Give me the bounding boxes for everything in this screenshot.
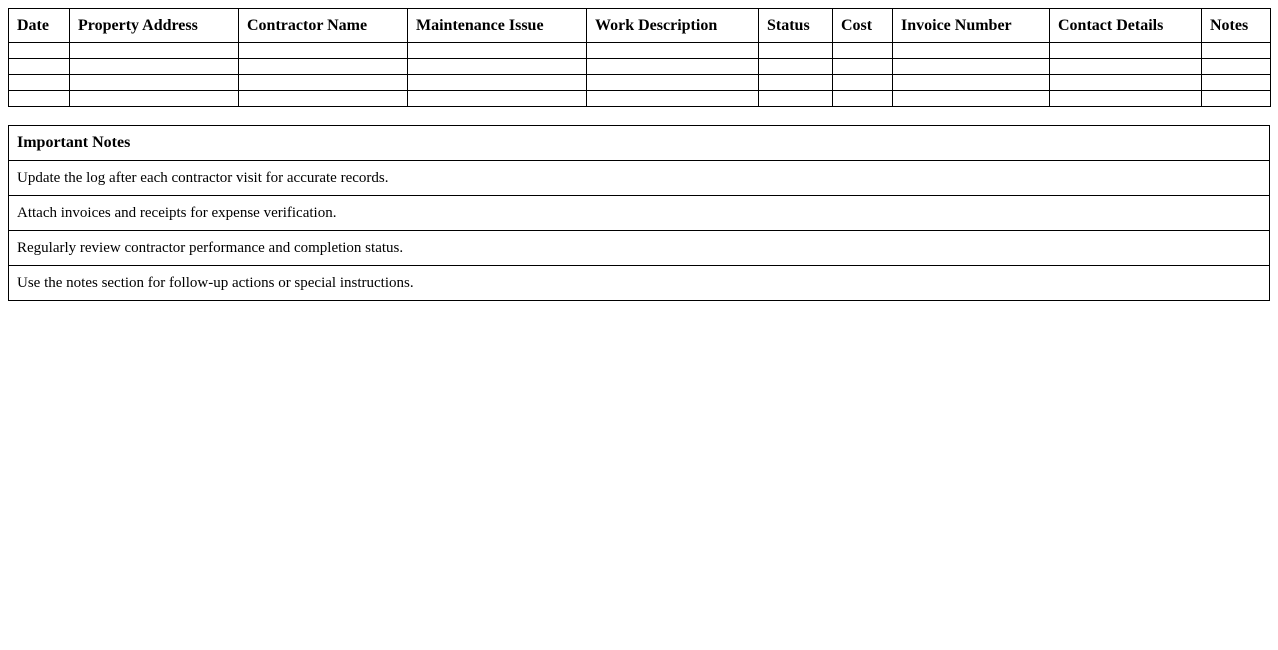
table-cell[interactable] [833, 59, 893, 75]
table-cell[interactable] [408, 43, 587, 59]
table-cell[interactable] [9, 75, 70, 91]
notes-row [9, 161, 1270, 196]
table-header-row [9, 9, 1271, 43]
header-invoice-number: Invoice Number [893, 9, 1050, 43]
notes-title: Important Notes [9, 126, 1270, 161]
table-cell[interactable] [759, 75, 833, 91]
table-row [9, 91, 1271, 107]
table-row [9, 43, 1271, 59]
table-cell[interactable] [587, 59, 759, 75]
table-cell[interactable] [1202, 43, 1271, 59]
table-cell[interactable] [70, 91, 239, 107]
table-cell[interactable] [587, 91, 759, 107]
note-item: Use the notes section for follow-up actions or special instructions. [9, 266, 1270, 301]
table-cell[interactable] [70, 43, 239, 59]
table-cell[interactable] [759, 43, 833, 59]
table-row [9, 59, 1271, 75]
header-contact-details: Contact Details [1050, 9, 1202, 43]
table-cell[interactable] [1050, 43, 1202, 59]
table-cell[interactable] [9, 59, 70, 75]
header-notes: Notes [1202, 9, 1271, 43]
table-cell[interactable] [893, 43, 1050, 59]
note-item: Attach invoices and receipts for expense verification. [9, 196, 1270, 231]
maintenance-log-table [8, 8, 1271, 107]
table-cell[interactable] [70, 59, 239, 75]
notes-row [9, 196, 1270, 231]
table-cell[interactable] [408, 59, 587, 75]
table-cell[interactable] [408, 91, 587, 107]
note-item: Update the log after each contractor visit for accurate records. [9, 161, 1270, 196]
table-cell[interactable] [1202, 75, 1271, 91]
notes-header-row [9, 126, 1270, 161]
table-row [9, 75, 1271, 91]
table-cell[interactable] [893, 59, 1050, 75]
table-cell[interactable] [587, 75, 759, 91]
table-cell[interactable] [9, 43, 70, 59]
table-cell[interactable] [1050, 91, 1202, 107]
table-cell[interactable] [239, 75, 408, 91]
table-cell[interactable] [70, 75, 239, 91]
table-cell[interactable] [9, 91, 70, 107]
notes-row [9, 266, 1270, 301]
table-cell[interactable] [1050, 59, 1202, 75]
header-property-address: Property Address [70, 9, 239, 43]
header-cost: Cost [833, 9, 893, 43]
table-cell[interactable] [1202, 59, 1271, 75]
header-status: Status [759, 9, 833, 43]
table-cell[interactable] [759, 59, 833, 75]
header-work-description: Work Description [587, 9, 759, 43]
notes-row [9, 231, 1270, 266]
header-maintenance-issue: Maintenance Issue [408, 9, 587, 43]
table-cell[interactable] [833, 91, 893, 107]
table-cell[interactable] [239, 59, 408, 75]
table-cell[interactable] [239, 91, 408, 107]
table-cell[interactable] [239, 43, 408, 59]
table-cell[interactable] [1050, 75, 1202, 91]
table-cell[interactable] [893, 91, 1050, 107]
header-date: Date [9, 9, 70, 43]
table-cell[interactable] [833, 43, 893, 59]
document [0, 0, 1278, 301]
table-cell[interactable] [833, 75, 893, 91]
header-contractor-name: Contractor Name [239, 9, 408, 43]
table-cell[interactable] [587, 43, 759, 59]
important-notes-table [8, 125, 1270, 301]
table-cell[interactable] [893, 75, 1050, 91]
note-item: Regularly review contractor performance and completion status. [9, 231, 1270, 266]
table-cell[interactable] [1202, 91, 1271, 107]
table-cell[interactable] [408, 75, 587, 91]
table-cell[interactable] [759, 91, 833, 107]
